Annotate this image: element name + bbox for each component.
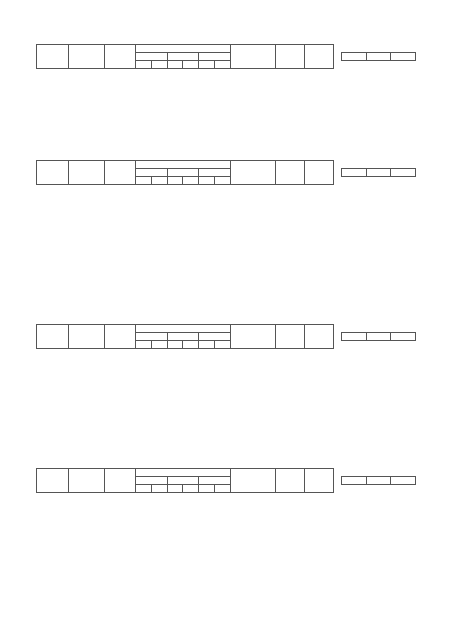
side-header-cell xyxy=(342,169,367,177)
header-cell xyxy=(68,469,104,493)
header-cell xyxy=(275,161,304,185)
header-cell xyxy=(199,169,231,177)
header-cell xyxy=(104,469,136,493)
side-header-cell xyxy=(366,169,391,177)
header-cell xyxy=(214,61,230,69)
header-cell xyxy=(304,469,333,493)
table-header-row xyxy=(37,325,334,333)
section-4-side-table xyxy=(341,476,416,485)
table-header-row xyxy=(37,469,334,477)
header-cell xyxy=(183,485,199,493)
header-cell xyxy=(304,325,333,349)
section-2-side-table xyxy=(341,168,416,177)
header-cell xyxy=(68,161,104,185)
header-cell xyxy=(136,325,231,333)
side-header-cell xyxy=(366,477,391,485)
header-cell xyxy=(136,469,231,477)
section-3-side-table xyxy=(341,332,416,341)
header-cell xyxy=(230,469,275,493)
header-cell xyxy=(136,169,168,177)
header-cell xyxy=(275,325,304,349)
header-cell xyxy=(230,325,275,349)
header-cell xyxy=(183,61,199,69)
header-cell xyxy=(136,333,168,341)
header-cell xyxy=(167,341,183,349)
header-cell xyxy=(183,341,199,349)
header-cell xyxy=(304,161,333,185)
header-cell xyxy=(230,45,275,69)
header-cell xyxy=(68,325,104,349)
header-cell xyxy=(167,485,183,493)
header-cell xyxy=(104,325,136,349)
side-header-cell xyxy=(391,169,416,177)
header-cell xyxy=(37,45,69,69)
side-header-cell xyxy=(391,53,416,61)
side-header-row xyxy=(342,333,416,341)
header-cell xyxy=(167,61,183,69)
table-header-row xyxy=(37,45,334,53)
header-cell xyxy=(230,161,275,185)
header-cell xyxy=(37,325,69,349)
section-1-table xyxy=(36,44,334,69)
header-cell xyxy=(167,177,183,185)
header-cell xyxy=(68,45,104,69)
side-header-cell xyxy=(342,477,367,485)
header-cell xyxy=(183,177,199,185)
header-cell xyxy=(136,485,152,493)
header-cell xyxy=(37,161,69,185)
header-cell xyxy=(199,485,215,493)
header-cell xyxy=(199,341,215,349)
header-cell xyxy=(151,177,167,185)
header-cell xyxy=(151,61,167,69)
header-cell xyxy=(275,45,304,69)
section-3-table xyxy=(36,324,334,349)
header-cell xyxy=(136,53,168,61)
side-header-row xyxy=(342,477,416,485)
header-cell xyxy=(214,341,230,349)
header-cell xyxy=(136,177,152,185)
side-header-cell xyxy=(342,53,367,61)
header-cell xyxy=(214,485,230,493)
header-cell xyxy=(136,161,231,169)
header-cell xyxy=(199,177,215,185)
header-cell xyxy=(199,333,231,341)
header-cell xyxy=(104,161,136,185)
side-header-cell xyxy=(391,477,416,485)
side-header-row xyxy=(342,53,416,61)
side-header-row xyxy=(342,169,416,177)
header-cell xyxy=(151,341,167,349)
side-header-cell xyxy=(342,333,367,341)
header-cell xyxy=(151,485,167,493)
header-cell xyxy=(304,45,333,69)
header-cell xyxy=(167,53,199,61)
header-cell xyxy=(275,469,304,493)
header-cell xyxy=(136,45,231,53)
header-cell xyxy=(136,61,152,69)
header-cell xyxy=(167,477,199,485)
section-1-side-table xyxy=(341,52,416,61)
header-cell xyxy=(167,333,199,341)
table-header-row xyxy=(37,161,334,169)
side-header-cell xyxy=(391,333,416,341)
header-cell xyxy=(104,45,136,69)
header-cell xyxy=(136,477,168,485)
section-2-table xyxy=(36,160,334,185)
header-cell xyxy=(199,61,215,69)
side-header-cell xyxy=(366,333,391,341)
header-cell xyxy=(37,469,69,493)
header-cell xyxy=(199,477,231,485)
header-cell xyxy=(167,169,199,177)
side-header-cell xyxy=(366,53,391,61)
header-cell xyxy=(214,177,230,185)
header-cell xyxy=(136,341,152,349)
section-4-table xyxy=(36,468,334,493)
header-cell xyxy=(199,53,231,61)
